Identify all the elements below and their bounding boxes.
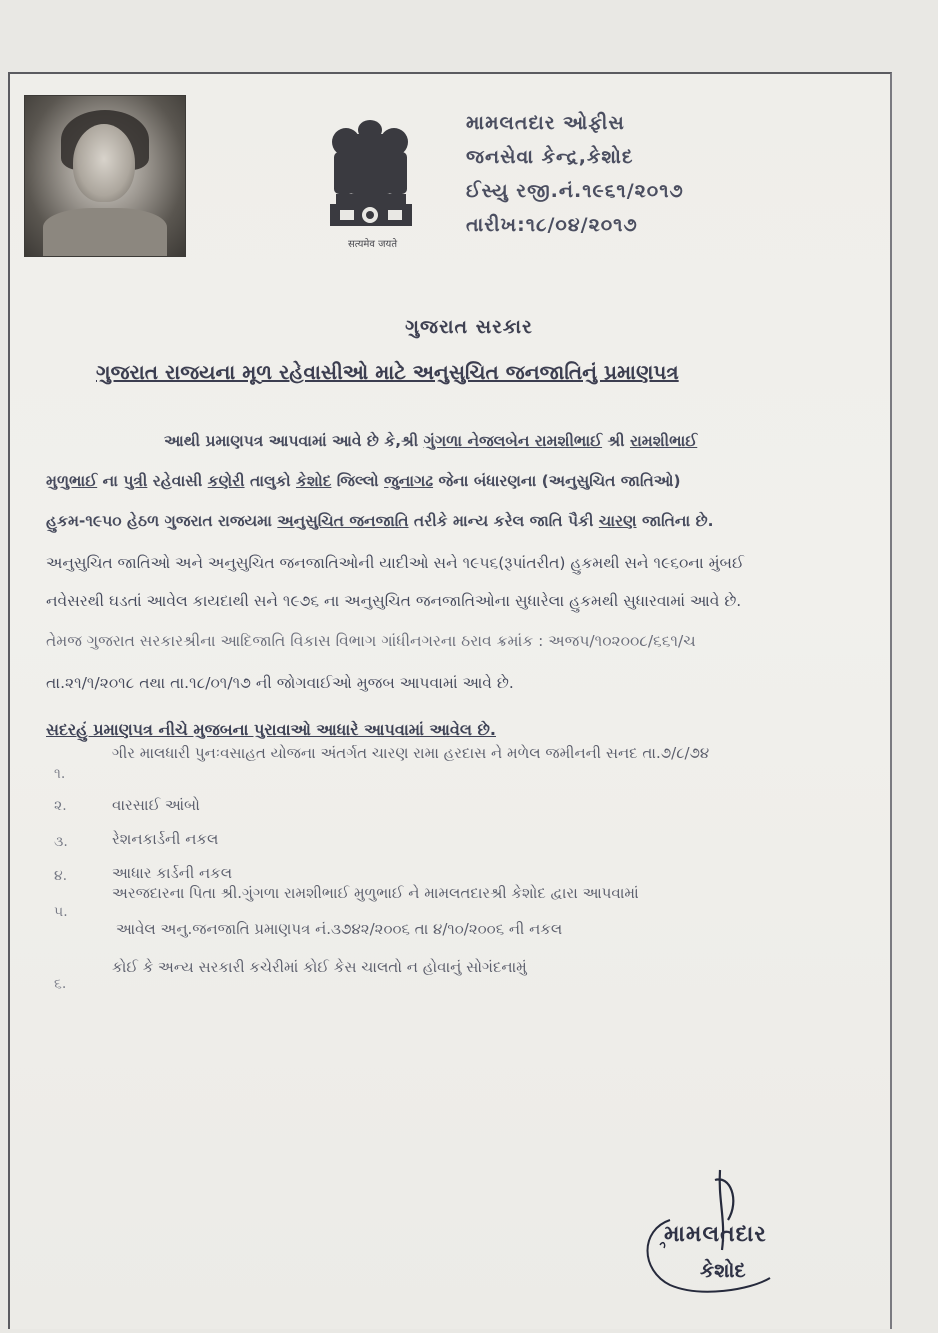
issue-register-number: ઈસ્યુ રજી.નં.૧૯૬૧/૨૦૧૭ bbox=[466, 180, 684, 202]
list-number: ૪. bbox=[54, 868, 68, 884]
applicant-photo bbox=[24, 95, 186, 257]
body-line-5: નવેસરથી ઘડતાં આવેલ કાયદાથી સને ૧૯૭૬ ના અનુસુચિત જનજાતિઓના સુધારેલા હુકમથી સુધારવામાં આવે છે. bbox=[46, 592, 742, 610]
text: ના bbox=[97, 472, 124, 490]
emblem-motto: सत्यमेव जयते bbox=[347, 239, 398, 250]
office-details bbox=[466, 106, 684, 242]
document-paper bbox=[8, 72, 892, 1329]
list-number: ૩. bbox=[54, 834, 68, 850]
body-line-1 bbox=[164, 432, 697, 451]
grandfather-name: મુળુભાઈ bbox=[46, 472, 98, 490]
office-name: મામલતદાર ઓફીસ bbox=[466, 112, 625, 134]
office-center: જનસેવા કેન્દ્ર,કેશોદ bbox=[466, 146, 634, 168]
state-emblem-icon bbox=[318, 112, 423, 252]
issue-date: તારીખ:૧૮/૦૪/૨૦૧૭ bbox=[466, 214, 638, 236]
text: જિલ્લો bbox=[331, 472, 385, 490]
government-heading: ગુજરાત સરકાર bbox=[405, 316, 533, 338]
list-number: ૨. bbox=[54, 798, 67, 814]
taluka: કેશોદ bbox=[295, 472, 332, 490]
text: જાતિના છે. bbox=[636, 512, 714, 530]
text: જેના બંધારણના (અનુસુચિત જાતિઓ) bbox=[433, 472, 681, 490]
photo-body bbox=[43, 208, 167, 256]
district: જુનાગઢ bbox=[384, 472, 434, 490]
text: હુકમ-૧૯૫૦ હેઠળ ગુજરાત રાજયમા bbox=[46, 512, 278, 530]
list-item: ગીર માલધારી પુનઃવસાહત યોજના અંતર્ગત ચારણ રામા હરદાસ ને મળેલ જમીનની સનદ તા.૭/૮/૭૪ bbox=[112, 744, 710, 762]
list-item: અરજદારના પિતા શ્રી.ગુંગળા રામશીભાઈ મુળુભાઈ ને મામલતદારશ્રી કેશોદ દ્વારા આપવામાં bbox=[112, 884, 639, 902]
list-item: વારસાઈ આંબો bbox=[112, 796, 200, 814]
list-number: ૫. bbox=[54, 904, 68, 920]
body-line-4: અનુસુચિત જાતિઓ અને અનુસુચિત જનજાતિઓની યાદીઓ સને ૧૯૫૬(રૂપાંતરીત) હુકમથી સને ૧૯૬૦ના મુંબઈ bbox=[46, 554, 744, 572]
certificate-title: ગુજરાત રાજયના મૂળ રહેવાસીઓ માટે અનુસુચિત જનજાતિનું પ્રમાણપત્ર bbox=[96, 360, 679, 384]
text: શ્રી bbox=[602, 432, 630, 450]
text: તરીકે માન્ય કરેલ જાતિ પૈકી bbox=[408, 512, 599, 530]
relation: પુત્રી bbox=[123, 472, 148, 490]
category: અનુસુચિત જનજાતિ bbox=[277, 512, 409, 530]
body-line-3 bbox=[46, 512, 714, 531]
photo-face bbox=[73, 124, 135, 202]
evidence-heading: સદરહું પ્રમાણપત્ર નીચે મુજબના પુરાવાઓ આધારે આપવામાં આવેલ છે. bbox=[46, 720, 496, 739]
body-line-7: તા.૨૧/૧/૨૦૧૮ તથા તા.૧૮/૦૧/૧૭ ની જોગવાઈઓ મુજબ આપવામાં આવે છે. bbox=[46, 674, 514, 692]
father-name: રામશીભાઈ bbox=[629, 432, 698, 450]
signatory-place: કેશોદ bbox=[700, 1258, 746, 1282]
list-number: ૧. bbox=[54, 766, 66, 782]
text: આથી પ્રમાણપત્ર આપવામાં આવે છે કે,શ્રી bbox=[164, 432, 424, 450]
body-line-6: તેમજ ગુજરાત સરકારશ્રીના આદિજાતિ વિકાસ વિભાગ ગાંધીનગરના ઠરાવ ક્રમાંક : અજપ/૧૦૨૦૦૮/૬૬૧/ચ bbox=[46, 632, 696, 650]
list-item: આધાર કાર્ડની નકલ bbox=[112, 864, 233, 882]
list-item: આવેલ અનુ.જનજાતિ પ્રમાણપત્ર નં.૩૭૪૨/૨૦૦૬ તા ૪/૧૦/૨૦૦૬ ની નકલ bbox=[116, 920, 563, 938]
body-line-2 bbox=[46, 472, 681, 491]
text: તાલુકો bbox=[244, 472, 296, 490]
list-number: ૬. bbox=[54, 976, 67, 992]
applicant-name: ગુંગળા નેજલબેન રામશીભાઈ bbox=[423, 432, 603, 450]
list-item: કોઈ કે અન્ય સરકારી કચેરીમાં કોઈ કેસ ચાલતો ન હોવાનું સોગંદનામું bbox=[112, 958, 527, 976]
list-item: રેશનકાર્ડની નકલ bbox=[112, 830, 219, 848]
village: કણેરી bbox=[207, 472, 245, 490]
text: રહેવાસી bbox=[147, 472, 208, 490]
caste: ચારણ bbox=[598, 512, 637, 530]
signatory-title: મામલતદાર bbox=[664, 1222, 767, 1247]
